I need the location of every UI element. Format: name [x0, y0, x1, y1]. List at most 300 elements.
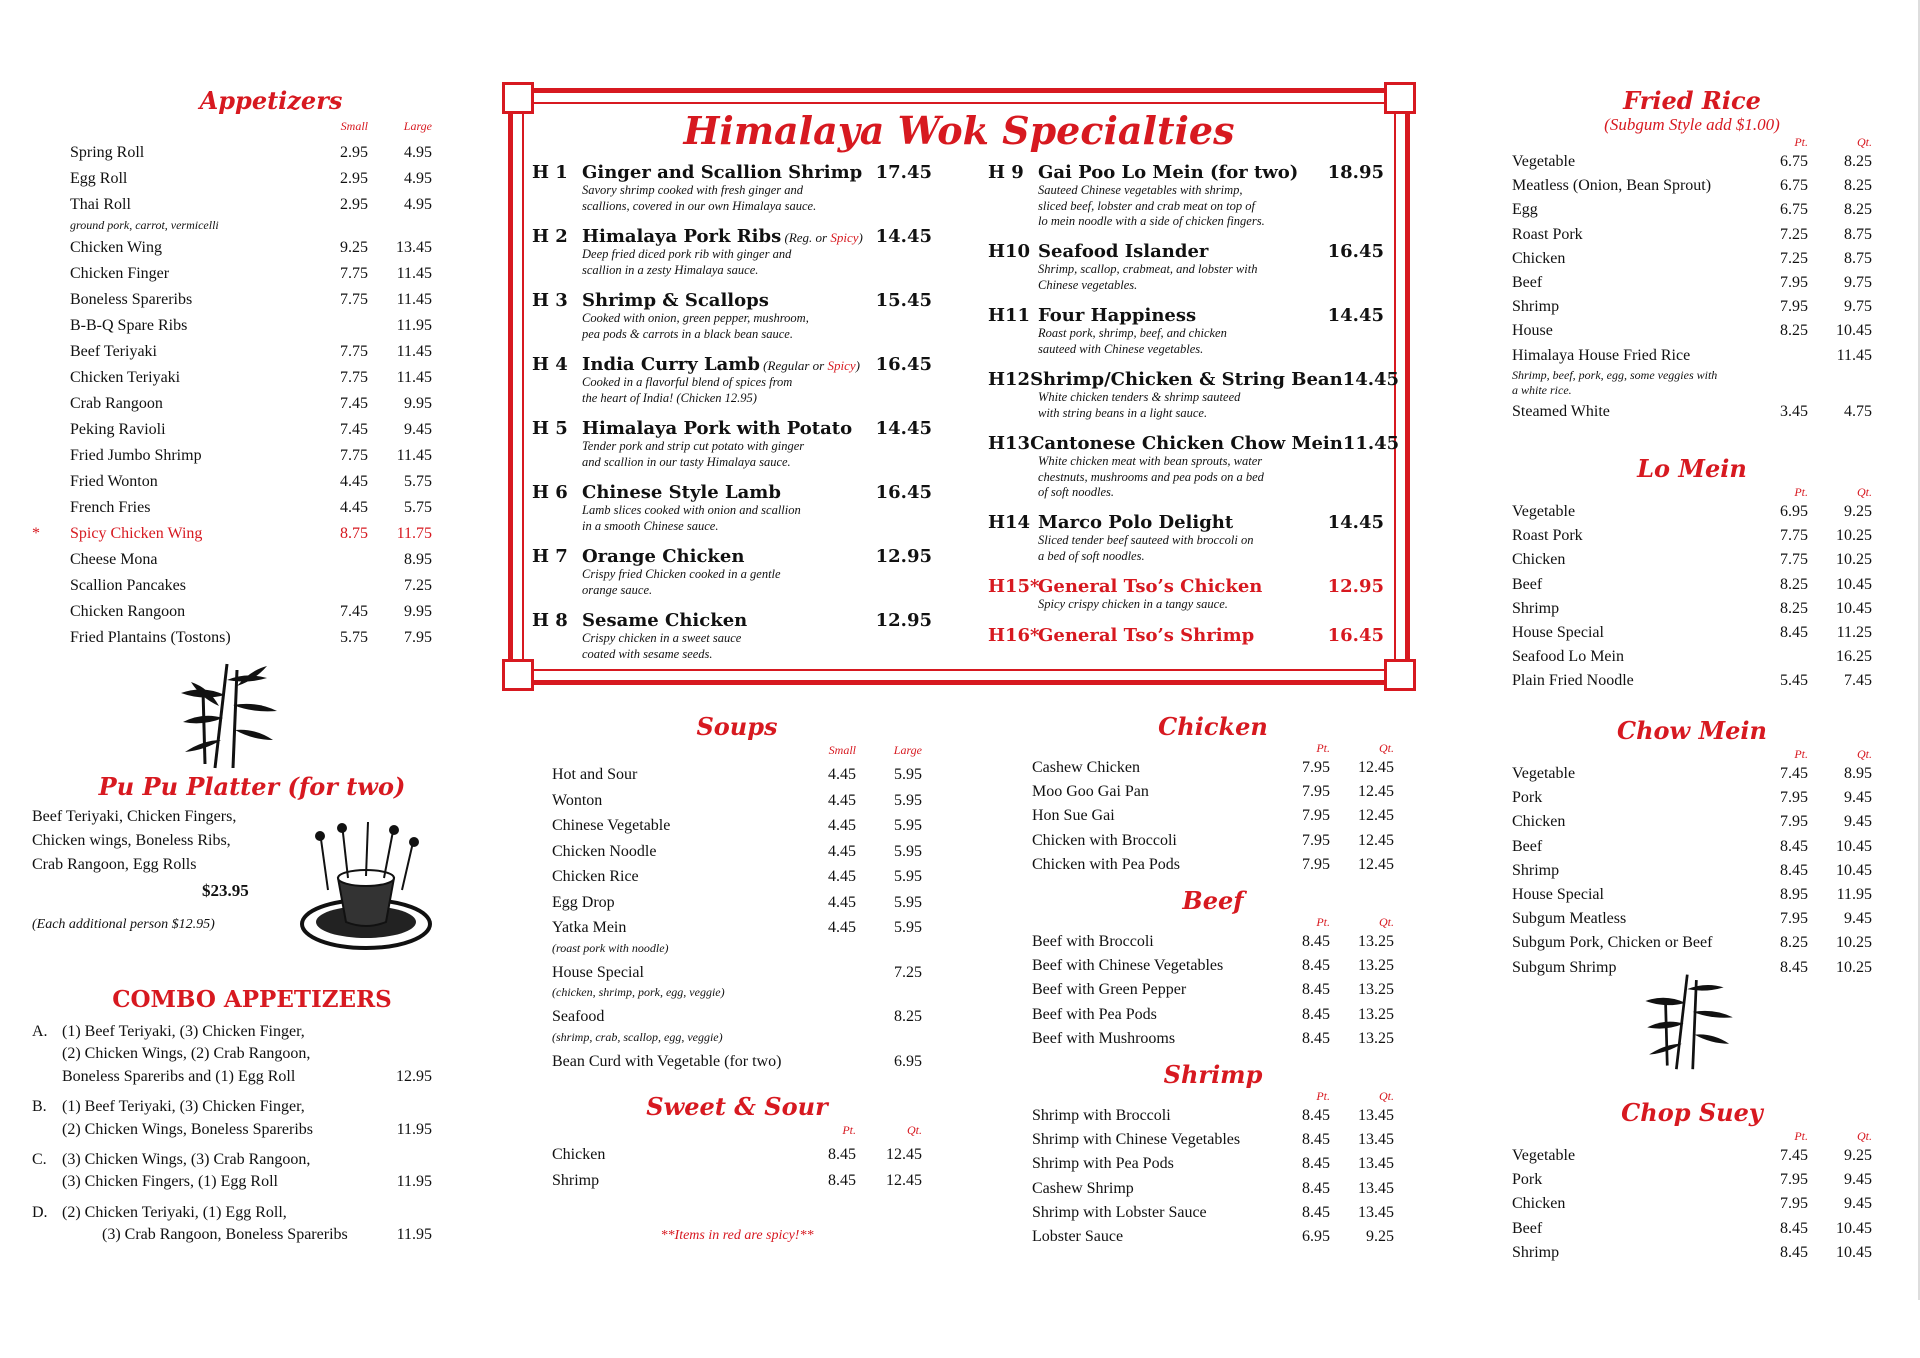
menu-item [1512, 295, 1872, 319]
specialty-description: Sliced tender beef sauteed with broccoli on [1038, 533, 1254, 547]
combo-line: (3) Chicken Fingers, (1) Egg Roll [62, 1173, 278, 1191]
specialty-price: 15.45 [875, 290, 932, 311]
specialty-code: H13 [988, 433, 1031, 454]
chicken-section [1032, 712, 1394, 877]
spicy-note: **Items in red are spicy!** [660, 1228, 814, 1243]
specialty-name-wrap [582, 162, 876, 183]
item-price-pt: 7.45 [1780, 765, 1808, 782]
specialty-description: Cooked in a flavorful blend of spices from [582, 375, 793, 389]
specialty-price: 14.45 [875, 418, 932, 439]
specialty-code: H 4 [532, 354, 568, 375]
item-price-pt: 7.95 [1302, 783, 1330, 801]
item-price-qt: 7.45 [1844, 672, 1872, 690]
menu-item [1512, 223, 1872, 247]
specialty-item [988, 512, 1384, 576]
item-name: Chicken Finger [70, 265, 170, 282]
combo-item [32, 1202, 432, 1247]
item-price-qt: 9.45 [1844, 789, 1872, 807]
item-description: a white rice. [1512, 382, 1572, 397]
menu-item [70, 235, 432, 261]
appetizers-col-headers [70, 119, 432, 134]
item-price-pt: 7.95 [1302, 807, 1330, 825]
menu-item [1512, 271, 1872, 295]
menu-item [552, 788, 922, 814]
item-price-qt: 8.75 [1844, 249, 1872, 267]
specialty-description: scallions, covered in our own Himalaya sauce. [582, 198, 817, 213]
item-price-qt: 10.25 [1836, 551, 1872, 569]
item-name: Cheese Mona [70, 551, 158, 568]
item-price-qt: 9.75 [1844, 298, 1872, 316]
pupu-line: Beef Teriyaki, Chicken Fingers, [32, 808, 237, 825]
specialty-item [988, 625, 1384, 665]
specialty-name-wrap [582, 546, 876, 567]
menu-item [1032, 1152, 1394, 1176]
combo-item [32, 1149, 432, 1194]
specialty-code: H 7 [532, 546, 568, 567]
menu-item [1512, 400, 1872, 424]
menu-item [1512, 645, 1872, 669]
item-price-large: 5.95 [894, 893, 922, 911]
pupu-title: Pu Pu Platter (for two) [98, 772, 406, 801]
item-price-qt: 9.75 [1844, 274, 1872, 292]
menu-item [70, 261, 432, 287]
item-name: Shrimp [1512, 298, 1560, 316]
soups-list [552, 762, 922, 1074]
menu-item [1512, 174, 1872, 198]
item-name: Hon Sue Gai [1032, 807, 1115, 825]
combo-price: 11.95 [396, 1173, 432, 1191]
pupu-price: $23.95 [202, 881, 249, 900]
lo-mein-title: Lo Mein [1637, 454, 1747, 483]
specialty-item [532, 226, 932, 290]
menu-item [1032, 1027, 1394, 1051]
specialty-header [988, 369, 1400, 390]
col-small: Small [828, 743, 856, 757]
col-qt: Qt. [1857, 485, 1872, 499]
specialty-name: General Tso’s Shrimp [1038, 625, 1255, 646]
item-price-pt: 6.75 [1780, 177, 1808, 195]
item-price-qt: 13.25 [1358, 933, 1394, 950]
item-description: Shrimp, beef, pork, egg, some veggies with [1512, 367, 1718, 382]
menu-item [70, 547, 432, 573]
combo-key: C. [32, 1150, 47, 1168]
col-qt: Qt. [1379, 1089, 1394, 1103]
item-price-qt: 8.25 [1844, 201, 1872, 219]
menu-item [1512, 786, 1872, 810]
menu-item [552, 1142, 922, 1168]
specialty-header [988, 576, 1384, 597]
col-small: Small [340, 119, 368, 133]
frame-corner [1384, 659, 1416, 691]
item-price-qt: 12.45 [1358, 807, 1394, 825]
specialty-note-spicy: Spicy [827, 358, 856, 373]
menu-item [1032, 1104, 1394, 1128]
item-price-small: 8.75 [340, 525, 368, 542]
menu-item [1032, 978, 1394, 1002]
combo-item [32, 1021, 432, 1088]
menu-item [1512, 669, 1872, 693]
menu-item [70, 625, 432, 651]
item-price-small: 7.75 [340, 447, 368, 464]
item-price-qt: 12.45 [1358, 855, 1394, 873]
specialty-code: H 1 [532, 162, 568, 183]
menu-item [32, 521, 432, 547]
item-name: Shrimp [1512, 1243, 1560, 1261]
item-name: Chicken Rangoon [70, 603, 186, 620]
item-price-qt: 10.45 [1836, 599, 1872, 617]
item-name: Egg Drop [552, 893, 615, 911]
specialty-header [988, 241, 1384, 262]
menu-item [1512, 597, 1872, 621]
item-price-pt: 7.95 [1780, 789, 1808, 807]
soups-section [552, 712, 922, 1074]
menu-item [1512, 810, 1872, 834]
item-price-pt: 8.45 [1302, 1131, 1330, 1149]
specialty-description: White chicken tenders & shrimp sauteed [1038, 390, 1241, 404]
item-price-large: 5.75 [404, 473, 432, 490]
menu-item [70, 391, 432, 417]
specialty-name-wrap [1030, 369, 1343, 390]
menu-item [1032, 1128, 1394, 1152]
item-price-pt: 7.95 [1780, 813, 1808, 831]
specialty-item [532, 290, 932, 354]
item-price-qt: 11.45 [1836, 346, 1872, 364]
menu-item [70, 339, 432, 365]
specialty-name-wrap [1038, 512, 1328, 533]
sweet-sour-title: Sweet & Sour [646, 1092, 828, 1121]
item-price-large: 7.25 [894, 963, 922, 981]
item-price-large: 5.95 [894, 817, 922, 834]
item-name: B-B-Q Spare Ribs [70, 317, 188, 334]
item-price-large: 9.45 [404, 421, 432, 438]
chow-mein-list [1512, 762, 1872, 980]
item-price-small: 4.45 [828, 791, 856, 809]
menu-item [1512, 548, 1872, 572]
item-price-pt: 7.95 [1780, 298, 1808, 316]
item-price-pt: 3.45 [1780, 402, 1808, 420]
soups-title: Soups [696, 712, 778, 741]
item-name: Beef Teriyaki [70, 343, 157, 360]
item-price-qt: 10.45 [1836, 1219, 1872, 1237]
col-pt: Pt. [842, 1123, 856, 1137]
item-price-pt: 7.75 [1780, 527, 1808, 545]
specialty-name: Gai Poo Lo Mein (for two) [1038, 162, 1299, 183]
item-price-qt: 8.25 [1844, 153, 1872, 170]
item-price-pt: 8.25 [1780, 322, 1808, 340]
item-price-large: 11.45 [396, 343, 432, 360]
item-name: Egg [1512, 201, 1538, 219]
shrimp-col-headers [1032, 1089, 1394, 1104]
menu-item [552, 1168, 922, 1194]
specialty-description: a bed of soft noodles. [1038, 548, 1145, 563]
item-price-pt: 8.45 [1780, 958, 1808, 976]
combo-line: (3) Chicken Wings, (3) Crab Rangoon, [62, 1150, 311, 1168]
sweet-sour-section [552, 1092, 922, 1244]
item-price-qt: 9.45 [1844, 813, 1872, 831]
menu-item [1032, 954, 1394, 978]
item-price-pt: 7.95 [1780, 910, 1808, 928]
item-price-pt: 7.25 [1780, 225, 1808, 243]
combo-section [32, 986, 432, 1255]
item-price-qt: 12.45 [1358, 831, 1394, 849]
shrimp-section [1032, 1060, 1394, 1249]
specialty-item [988, 576, 1384, 625]
item-name: Beef [1512, 837, 1543, 855]
menu-item [1512, 1144, 1872, 1168]
combo-line: Boneless Spareribs and (1) Egg Roll [62, 1067, 296, 1085]
item-price-small: 7.75 [340, 265, 368, 282]
item-price-qt: 13.25 [1358, 1029, 1394, 1047]
item-price-large: 11.95 [396, 317, 432, 334]
combo-title: COMBO APPETIZERS [112, 986, 392, 1013]
beef-section [1032, 886, 1394, 1051]
item-price-pt: 8.45 [1302, 981, 1330, 999]
item-price-small: 7.45 [340, 603, 368, 620]
specialty-note-pre: (Reg. or [784, 230, 831, 245]
specialty-name-wrap [1038, 162, 1328, 183]
combo-description [62, 1202, 372, 1247]
specialty-description: Savory shrimp cooked with fresh ginger and [582, 183, 804, 197]
appetizers-list [32, 140, 432, 651]
specialty-item [988, 369, 1400, 433]
menu-item [1512, 247, 1872, 271]
specialty-header [988, 433, 1400, 454]
menu-item [1512, 1168, 1872, 1192]
menu-item [1032, 930, 1394, 954]
col-qt: Qt. [1857, 135, 1872, 149]
col-pt: Pt. [1794, 747, 1808, 761]
menu-item [552, 864, 922, 890]
specialty-name-wrap [582, 226, 876, 247]
item-price-pt: 8.25 [1780, 575, 1808, 593]
item-name: Spicy Chicken Wing [70, 525, 203, 542]
menu-item [70, 417, 432, 443]
specialty-price: 18.95 [1327, 162, 1384, 183]
item-price-pt: 8.25 [1780, 934, 1808, 952]
specialty-item [532, 482, 932, 546]
menu-item [70, 495, 432, 521]
pupu-line: Chicken wings, Boneless Ribs, [32, 832, 231, 849]
menu-item [1512, 931, 1872, 955]
specialty-price: 16.45 [875, 482, 932, 503]
item-price-large: 11.45 [396, 265, 432, 282]
menu-item [70, 140, 432, 166]
item-name: Shrimp with Chinese Vegetables [1032, 1131, 1241, 1149]
specialty-description: Crispy chicken in a sweet sauce [582, 631, 742, 645]
item-name: Shrimp [1512, 861, 1560, 879]
item-name: Scallion Pancakes [70, 577, 186, 594]
menu-item [1032, 780, 1394, 804]
lo-mein-col-headers [1512, 485, 1872, 500]
specialty-item [532, 354, 932, 418]
specialty-description: and scallion in our tasty Himalaya sauce. [582, 454, 791, 469]
item-name: Cashew Chicken [1032, 759, 1140, 776]
specialty-name: Himalaya Pork Ribs [582, 226, 782, 247]
specialty-name-wrap [582, 482, 876, 503]
menu-item [1512, 500, 1872, 524]
specialty-note [760, 358, 860, 373]
fried-rice-col-headers [1512, 135, 1872, 150]
specialty-description: Roast pork, shrimp, beef, and chicken [1038, 326, 1227, 340]
specialties-title: Himalaya Wok Specialties [683, 108, 1235, 153]
specialty-header [532, 290, 932, 311]
item-price-qt: 10.45 [1836, 837, 1872, 855]
item-name: Seafood Lo Mein [1512, 648, 1624, 666]
combo-line: (2) Chicken Wings, Boneless Spareribs [62, 1120, 314, 1138]
specialty-name: Himalaya Pork with Potato [582, 418, 853, 439]
col-pt: Pt. [1794, 1129, 1808, 1143]
item-price-pt: 7.95 [1780, 1195, 1808, 1213]
item-price-qt: 13.45 [1358, 1179, 1394, 1197]
sweet-sour-list [552, 1142, 922, 1194]
item-price-large: 9.95 [404, 395, 432, 412]
chow-mein-section [1512, 716, 1872, 980]
item-price-pt: 8.45 [1780, 1243, 1808, 1261]
menu-item [70, 192, 432, 218]
menu-item [1512, 859, 1872, 883]
item-price-large: 8.25 [894, 1008, 922, 1025]
specialty-note-post: ) [855, 358, 860, 373]
item-price-small: 7.75 [340, 369, 368, 386]
item-name: Vegetable [1512, 1147, 1576, 1164]
specialty-name-wrap [1038, 305, 1328, 326]
specialty-header [532, 418, 932, 439]
specialty-header [532, 354, 932, 375]
specialty-code: H 8 [532, 610, 568, 631]
specialty-description: coated with sesame seeds. [582, 646, 713, 661]
item-price-pt: 8.45 [828, 1172, 856, 1189]
specialty-note-spicy: Spicy [830, 230, 859, 245]
item-price-large: 11.45 [396, 447, 432, 464]
item-description: ground pork, carrot, vermicelli [70, 218, 219, 232]
combo-price: 11.95 [396, 1226, 432, 1244]
item-price-small: 2.95 [340, 196, 368, 213]
item-name: Beef with Chinese Vegetables [1032, 957, 1224, 975]
item-price-small: 9.25 [340, 239, 368, 256]
item-price-small: 7.75 [340, 343, 368, 360]
item-name: Cashew Shrimp [1032, 1179, 1134, 1197]
specialty-code: H10 [988, 241, 1031, 262]
item-price-pt: 6.95 [1302, 1228, 1330, 1246]
menu-item [1032, 804, 1394, 828]
combo-line: (1) Beef Teriyaki, (3) Chicken Finger, [62, 1098, 305, 1116]
specialty-description: chestnuts, mushrooms and pea pods on a bed [1038, 469, 1264, 484]
combo-description [62, 1149, 372, 1194]
specialty-name: Shrimp/Chicken & String Bean [1030, 369, 1343, 390]
specialty-name-wrap [582, 290, 876, 311]
item-name: Beef [1512, 274, 1543, 292]
specialty-description: Chinese vegetables. [1038, 277, 1138, 292]
item-price-qt: 10.25 [1836, 527, 1872, 545]
specialty-item [988, 162, 1384, 241]
fried-rice-title: Fried Rice [1623, 86, 1761, 115]
shrimp-title: Shrimp [1163, 1060, 1263, 1089]
shrimp-list [1032, 1104, 1394, 1249]
item-price-qt: 16.25 [1836, 648, 1872, 666]
specialty-price: 11.45 [1342, 433, 1400, 454]
item-name: Subgum Shrimp [1512, 958, 1617, 976]
specialty-note [781, 230, 863, 245]
item-name: Wonton [552, 791, 603, 809]
item-price-large: 4.95 [404, 196, 432, 213]
specialty-name: Four Happiness [1038, 305, 1197, 326]
item-price-small: 2.95 [340, 144, 368, 161]
item-price-pt: 8.45 [1780, 837, 1808, 855]
item-price-large: 11.45 [396, 369, 432, 386]
item-name: Shrimp with Lobster Sauce [1032, 1203, 1207, 1221]
specialty-price: 17.45 [875, 162, 932, 183]
menu-item [1512, 835, 1872, 859]
item-name: Chicken Noodle [552, 842, 657, 860]
combo-line: (1) Beef Teriyaki, (3) Chicken Finger, [62, 1023, 305, 1040]
item-name: Thai Roll [70, 196, 131, 213]
item-price-large: 5.95 [894, 919, 922, 936]
item-name: House [1512, 322, 1553, 340]
col-qt: Qt. [1379, 741, 1394, 755]
fried-rice-list [1512, 150, 1872, 424]
specialty-name: Chinese Style Lamb [582, 482, 781, 503]
item-price-qt: 8.75 [1844, 225, 1872, 243]
item-price-qt: 9.25 [1366, 1228, 1394, 1246]
item-price-small: 4.45 [340, 473, 368, 490]
item-name: Chicken with Broccoli [1032, 831, 1177, 849]
item-name: Peking Ravioli [70, 421, 166, 438]
item-price-qt: 13.45 [1358, 1203, 1394, 1221]
specialty-name-wrap [582, 418, 876, 439]
menu-item [1512, 762, 1872, 786]
specialty-description: Sauteed Chinese vegetables with shrimp, [1038, 183, 1243, 197]
item-price-qt: 12.45 [1358, 759, 1394, 776]
chow-mein-col-headers [1512, 747, 1872, 762]
item-price-small: 4.45 [828, 868, 856, 885]
appetizers-section [32, 86, 432, 651]
item-price-qt: 4.75 [1844, 402, 1872, 420]
specialty-name: Seafood Islander [1038, 241, 1209, 262]
item-name: Chicken Wing [70, 239, 162, 256]
specialty-description: Cooked with onion, green pepper, mushroom, [582, 311, 809, 325]
specialty-item [988, 241, 1384, 305]
item-price-small: 7.75 [340, 291, 368, 308]
menu-item [1512, 319, 1872, 343]
beef-col-headers [1032, 915, 1394, 930]
item-price-qt: 9.45 [1844, 1171, 1872, 1189]
combo-list [32, 1021, 432, 1247]
item-price-small: 4.45 [340, 499, 368, 516]
specialty-price: 16.45 [1327, 625, 1384, 646]
specialty-name-wrap [1030, 433, 1343, 454]
item-price-large: 5.95 [894, 868, 922, 885]
item-price-qt: 10.45 [1836, 322, 1872, 340]
specialty-price: 16.45 [875, 354, 932, 375]
item-price-qt: 9.45 [1844, 1195, 1872, 1213]
menu-item [1032, 756, 1394, 780]
item-name: Hot and Sour [552, 766, 638, 783]
specialty-description: sauteed with Chinese vegetables. [1038, 341, 1204, 356]
specialty-price: 14.45 [1327, 512, 1384, 533]
chop-suey-title: Chop Suey [1621, 1098, 1763, 1127]
chop-suey-section [1512, 1098, 1872, 1265]
menu-item [1512, 150, 1872, 174]
specialty-item [532, 546, 932, 610]
item-price-pt: 8.45 [1302, 1107, 1330, 1124]
col-large: Large [893, 743, 922, 757]
specialty-item [532, 418, 932, 482]
combo-description [62, 1021, 372, 1088]
item-name: Pork [1512, 1171, 1543, 1189]
col-pt: Pt. [1794, 485, 1808, 499]
item-price-qt: 13.25 [1358, 1005, 1394, 1023]
item-price-large: 8.95 [404, 551, 432, 568]
